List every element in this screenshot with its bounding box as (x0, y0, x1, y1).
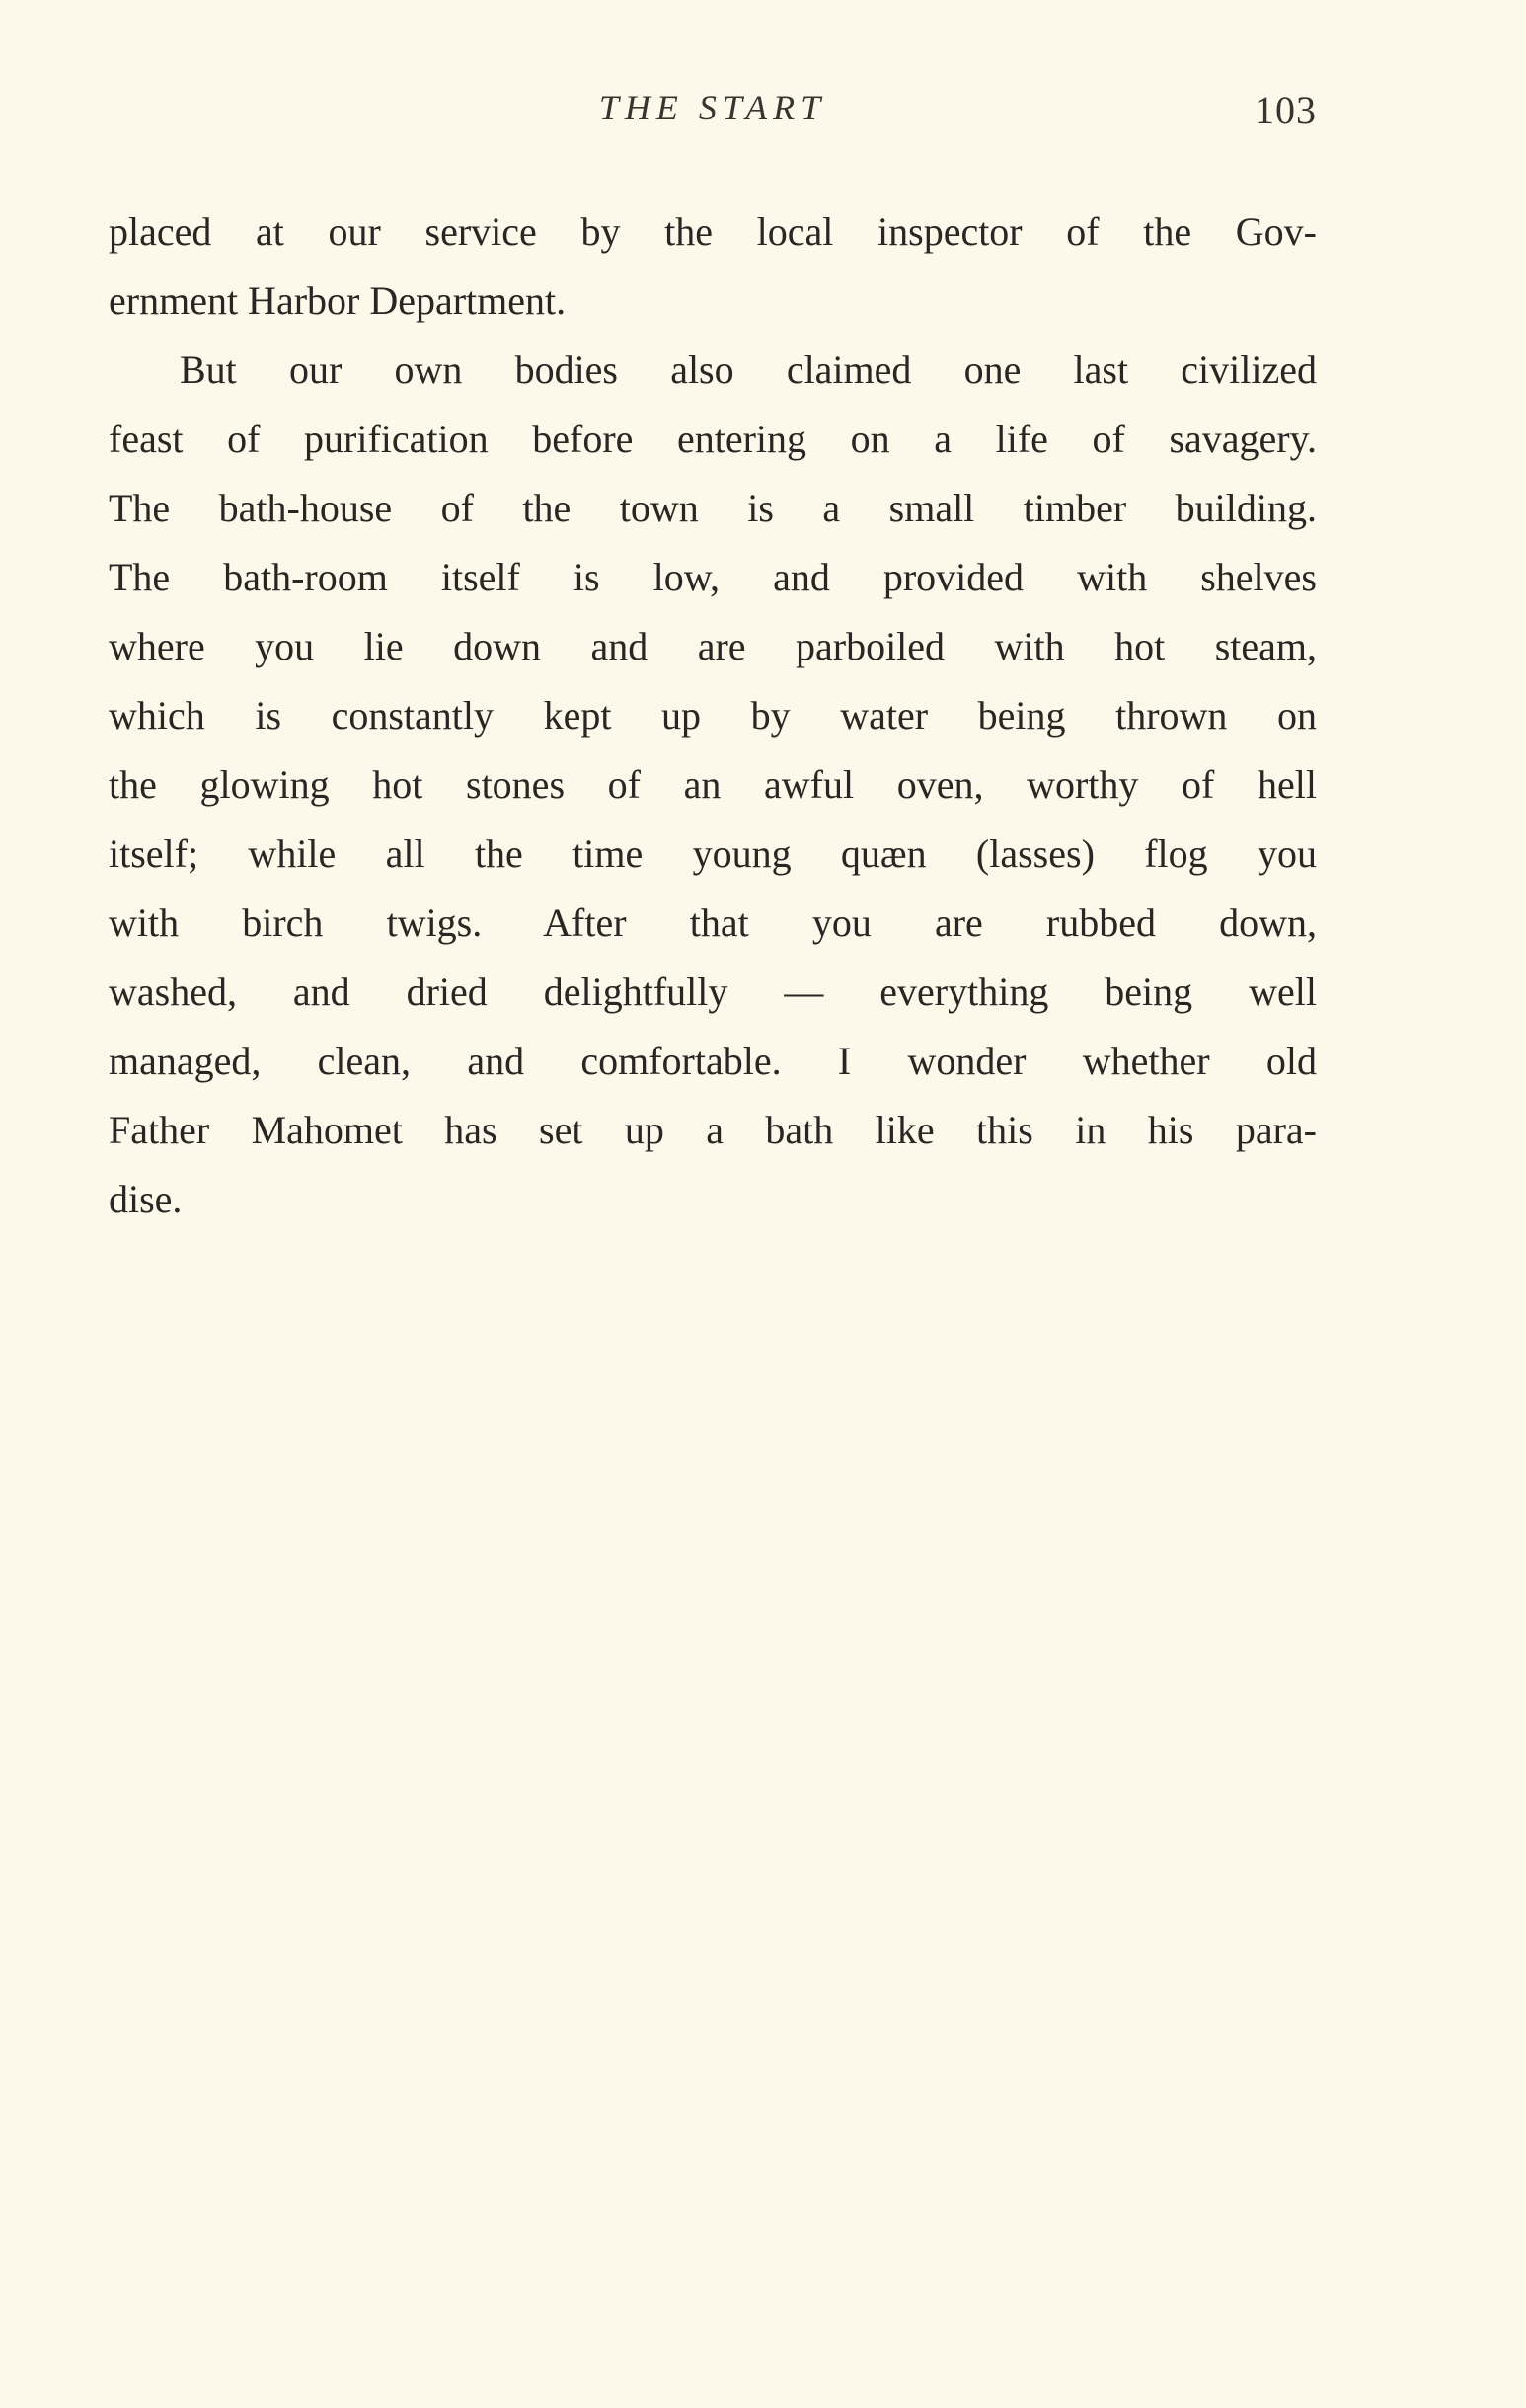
text-line: where you lie down and are parboiled with hot steam, (109, 624, 1317, 668)
text-line: Father Mahomet has set up a bath like this in his para- (109, 1108, 1317, 1152)
page-number: 103 (1255, 88, 1317, 132)
text-line: managed, clean, and comfortable. I wonder whether old (109, 1039, 1317, 1083)
text-line: the glowing hot stones of an awful oven, worthy of hell (109, 762, 1317, 807)
body-text (109, 197, 1317, 1234)
text-line: ernment Harbor Department. (109, 278, 567, 323)
running-head (109, 87, 1317, 146)
text-line: The bath-room itself is low, and provided with shelves (109, 555, 1317, 599)
text-line: feast of purification before entering on a life of savagery. (109, 417, 1317, 461)
text-line: dise. (109, 1177, 183, 1221)
chapter-title: THE START (598, 88, 827, 127)
text-line: which is constantly kept up by water being thrown on (109, 693, 1317, 738)
text-line: itself; while all the time young quæn (lasses) flog you (109, 831, 1317, 876)
text-line: But our own bodies also claimed one last civilized (180, 348, 1317, 392)
text-line: washed, and dried delightfully — everything being well (109, 970, 1317, 1014)
text-line: with birch twigs. After that you are rubbed down, (109, 900, 1317, 945)
text-line: The bath-house of the town is a small timber building. (109, 486, 1317, 530)
text-line: placed at our service by the local inspector of the Gov- (109, 209, 1317, 254)
